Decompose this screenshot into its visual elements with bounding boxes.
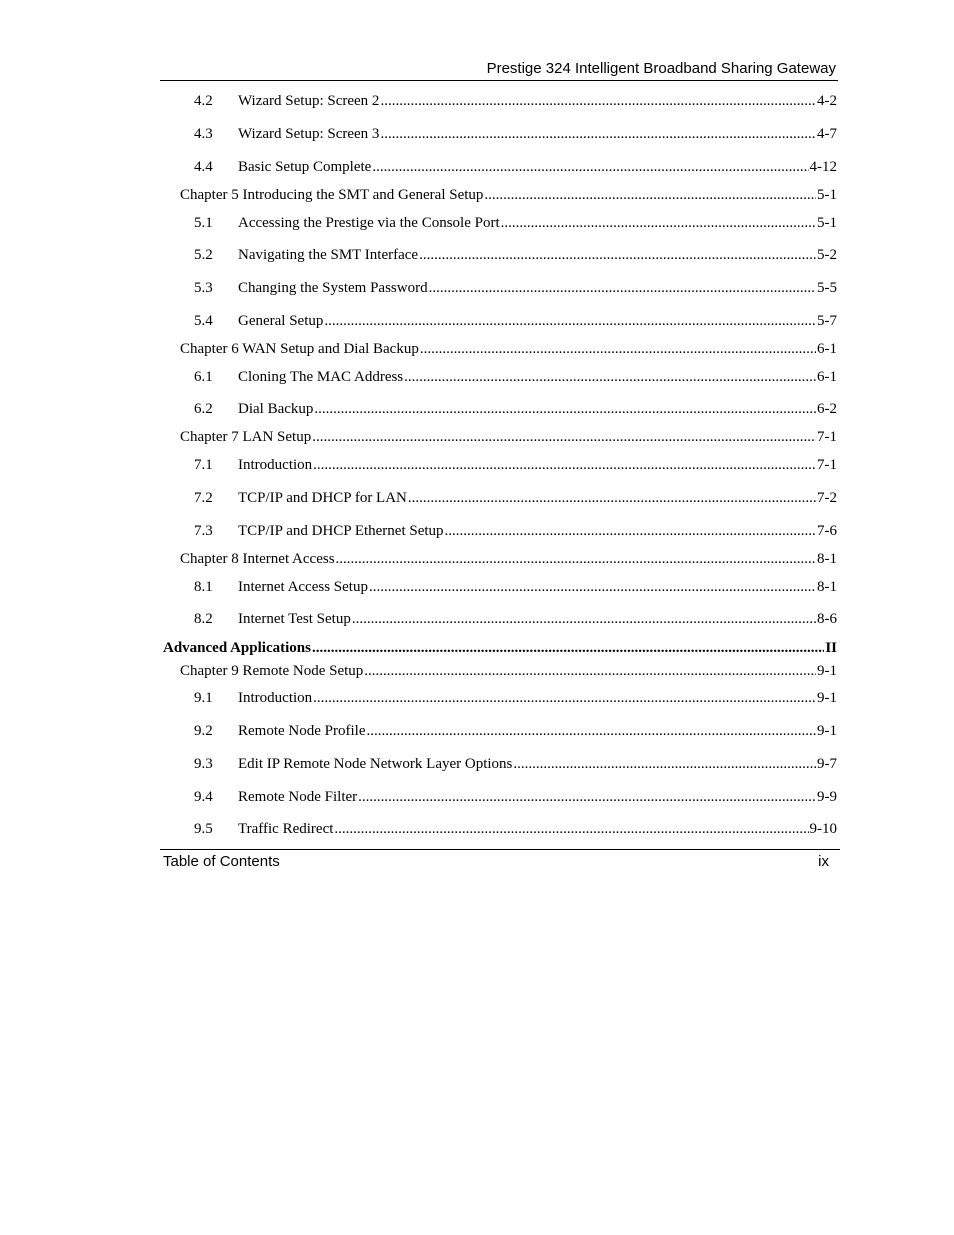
toc-section-entry[interactable] (160, 610, 837, 628)
toc-entry-page: 4-7 (817, 126, 837, 142)
toc-dot-leader (366, 722, 816, 740)
toc-dot-leader (420, 340, 816, 358)
toc-dot-leader (369, 578, 816, 596)
toc-entry-page: 5-1 (817, 187, 837, 203)
toc-entry-title: Chapter 9 Remote Node Setup (180, 663, 364, 679)
toc-section-entry[interactable] (160, 279, 837, 297)
toc-dot-leader (501, 214, 816, 232)
toc-entry-page: 8-1 (817, 551, 837, 567)
toc-dot-leader (312, 428, 816, 446)
toc-dot-leader (352, 610, 816, 628)
toc-entry-title: Chapter 6 WAN Setup and Dial Backup (180, 341, 419, 357)
page-header (160, 60, 838, 81)
toc-chapter-entry[interactable] (160, 428, 837, 446)
toc-entry-number: 7.2 (194, 490, 213, 506)
toc-entry-title: Accessing the Prestige via the Console Port (238, 215, 500, 231)
toc-dot-leader (358, 788, 816, 806)
toc-dot-leader (380, 125, 816, 143)
toc-dot-leader (334, 820, 808, 838)
toc-entry-title: Internet Test Setup (238, 611, 351, 627)
toc-dot-leader (419, 246, 816, 264)
toc-entry-number: 4.3 (194, 126, 213, 142)
toc-entry-title: Internet Access Setup (238, 579, 368, 595)
toc-entry-number: 9.1 (194, 690, 213, 706)
toc-entry-title: Basic Setup Complete (238, 159, 372, 175)
toc-entry-page: 6-1 (817, 369, 837, 385)
toc-entry-title: Chapter 8 Internet Access (180, 551, 335, 567)
toc-entry-page: II (825, 640, 837, 656)
toc-entry-title: Chapter 7 LAN Setup (180, 429, 312, 445)
header-title: Prestige 324 Intelligent Broadband Sharing Gateway (486, 60, 836, 77)
toc-dot-leader (313, 689, 816, 707)
toc-entry-title: Navigating the SMT Interface (238, 247, 419, 263)
toc-entry-number: 5.2 (194, 247, 213, 263)
toc-section-entry[interactable] (160, 158, 837, 176)
toc-entry-page: 6-1 (817, 341, 837, 357)
toc-section-entry[interactable] (160, 246, 837, 264)
toc-section-entry[interactable] (160, 92, 837, 110)
toc-entry-number: 9.3 (194, 756, 213, 772)
toc-chapter-entry[interactable] (160, 550, 837, 568)
toc-entry-page: 5-7 (817, 313, 837, 329)
toc-entry-number: 7.1 (194, 457, 213, 473)
toc-dot-leader (314, 400, 816, 418)
toc-entry-number: 8.2 (194, 611, 213, 627)
toc-entry-title: Chapter 5 Introducing the SMT and General Setup (180, 187, 484, 203)
toc-section-entry[interactable] (160, 820, 837, 838)
toc-entry-page: 5-1 (817, 215, 837, 231)
toc-dot-leader (313, 456, 816, 474)
toc-entry-number: 5.4 (194, 313, 213, 329)
toc-entry-page: 5-2 (817, 247, 837, 263)
toc-entry-title: Changing the System Password (238, 280, 428, 296)
toc-entry-title: Introduction (238, 690, 313, 706)
toc-section-entry[interactable] (160, 755, 837, 773)
toc-part-entry[interactable] (160, 639, 837, 657)
toc-entry-page: 7-2 (817, 490, 837, 506)
toc-entry-title: TCP/IP and DHCP Ethernet Setup (238, 523, 444, 539)
toc-dot-leader (336, 550, 816, 568)
toc-entry-title: Cloning The MAC Address (238, 369, 404, 385)
toc-section-entry[interactable] (160, 214, 837, 232)
toc-dot-leader (484, 186, 816, 204)
toc-dot-leader (364, 662, 816, 680)
toc-entry-page: 9-1 (817, 690, 837, 706)
toc-entry-page: 9-10 (809, 821, 837, 837)
toc-entry-page: 4-2 (817, 93, 837, 109)
toc-section-entry[interactable] (160, 312, 837, 330)
toc-entry-page: 9-9 (817, 789, 837, 805)
toc-entry-title: Remote Node Filter (238, 789, 358, 805)
toc-section-entry[interactable] (160, 456, 837, 474)
toc-entry-page: 7-6 (817, 523, 837, 539)
toc-dot-leader (372, 158, 808, 176)
toc-section-entry[interactable] (160, 689, 837, 707)
toc-entry-number: 9.5 (194, 821, 213, 837)
toc-entry-title: General Setup (238, 313, 324, 329)
toc-section-entry[interactable] (160, 578, 837, 596)
toc-dot-leader (429, 279, 816, 297)
toc-entry-number: 5.1 (194, 215, 213, 231)
toc-chapter-entry[interactable] (160, 340, 837, 358)
toc-entry-number: 7.3 (194, 523, 213, 539)
toc-entry-title: Edit IP Remote Node Network Layer Options (238, 756, 513, 772)
toc-section-entry[interactable] (160, 400, 837, 418)
toc-section-entry[interactable] (160, 788, 837, 806)
toc-chapter-entry[interactable] (160, 186, 837, 204)
toc-dot-leader (312, 639, 824, 657)
toc-section-entry[interactable] (160, 522, 837, 540)
toc-entry-page: 6-2 (817, 401, 837, 417)
toc-dot-leader (445, 522, 816, 540)
page-footer (160, 849, 840, 873)
toc-entry-number: 4.2 (194, 93, 213, 109)
toc-section-entry[interactable] (160, 125, 837, 143)
toc-entry-page: 9-1 (817, 723, 837, 739)
toc-section-entry[interactable] (160, 489, 837, 507)
toc-entry-number: 9.4 (194, 789, 213, 805)
toc-section-entry[interactable] (160, 368, 837, 386)
toc-dot-leader (513, 755, 816, 773)
toc-entry-page: 7-1 (817, 457, 837, 473)
toc-entry-page: 9-1 (817, 663, 837, 679)
footer-page-number: ix (818, 853, 829, 870)
toc-dot-leader (404, 368, 816, 386)
toc-entry-number: 5.3 (194, 280, 213, 296)
toc-entry-number: 6.1 (194, 369, 213, 385)
toc-entry-number: 9.2 (194, 723, 213, 739)
toc-entry-title: Remote Node Profile (238, 723, 366, 739)
toc-dot-leader (380, 92, 816, 110)
toc-chapter-entry[interactable] (160, 662, 837, 680)
toc-entry-page: 4-12 (809, 159, 837, 175)
toc-entry-title: Dial Backup (238, 401, 314, 417)
toc-entry-number: 8.1 (194, 579, 213, 595)
toc-section-entry[interactable] (160, 722, 837, 740)
toc-entry-title: Introduction (238, 457, 313, 473)
toc-entry-number: 6.2 (194, 401, 213, 417)
toc-entry-page: 5-5 (817, 280, 837, 296)
toc-entry-page: 7-1 (817, 429, 837, 445)
toc-entry-page: 8-1 (817, 579, 837, 595)
toc-entry-title: Wizard Setup: Screen 2 (238, 93, 380, 109)
toc-entry-title: TCP/IP and DHCP for LAN (238, 490, 407, 506)
toc-dot-leader (324, 312, 816, 330)
toc-entry-title: Advanced Applications (163, 640, 311, 656)
toc-entry-title: Traffic Redirect (238, 821, 334, 837)
toc-entry-page: 9-7 (817, 756, 837, 772)
toc-dot-leader (408, 489, 816, 507)
toc-entry-number: 4.4 (194, 159, 213, 175)
toc-entry-page: 8-6 (817, 611, 837, 627)
footer-section-title: Table of Contents (163, 853, 280, 870)
toc-entry-title: Wizard Setup: Screen 3 (238, 126, 380, 142)
